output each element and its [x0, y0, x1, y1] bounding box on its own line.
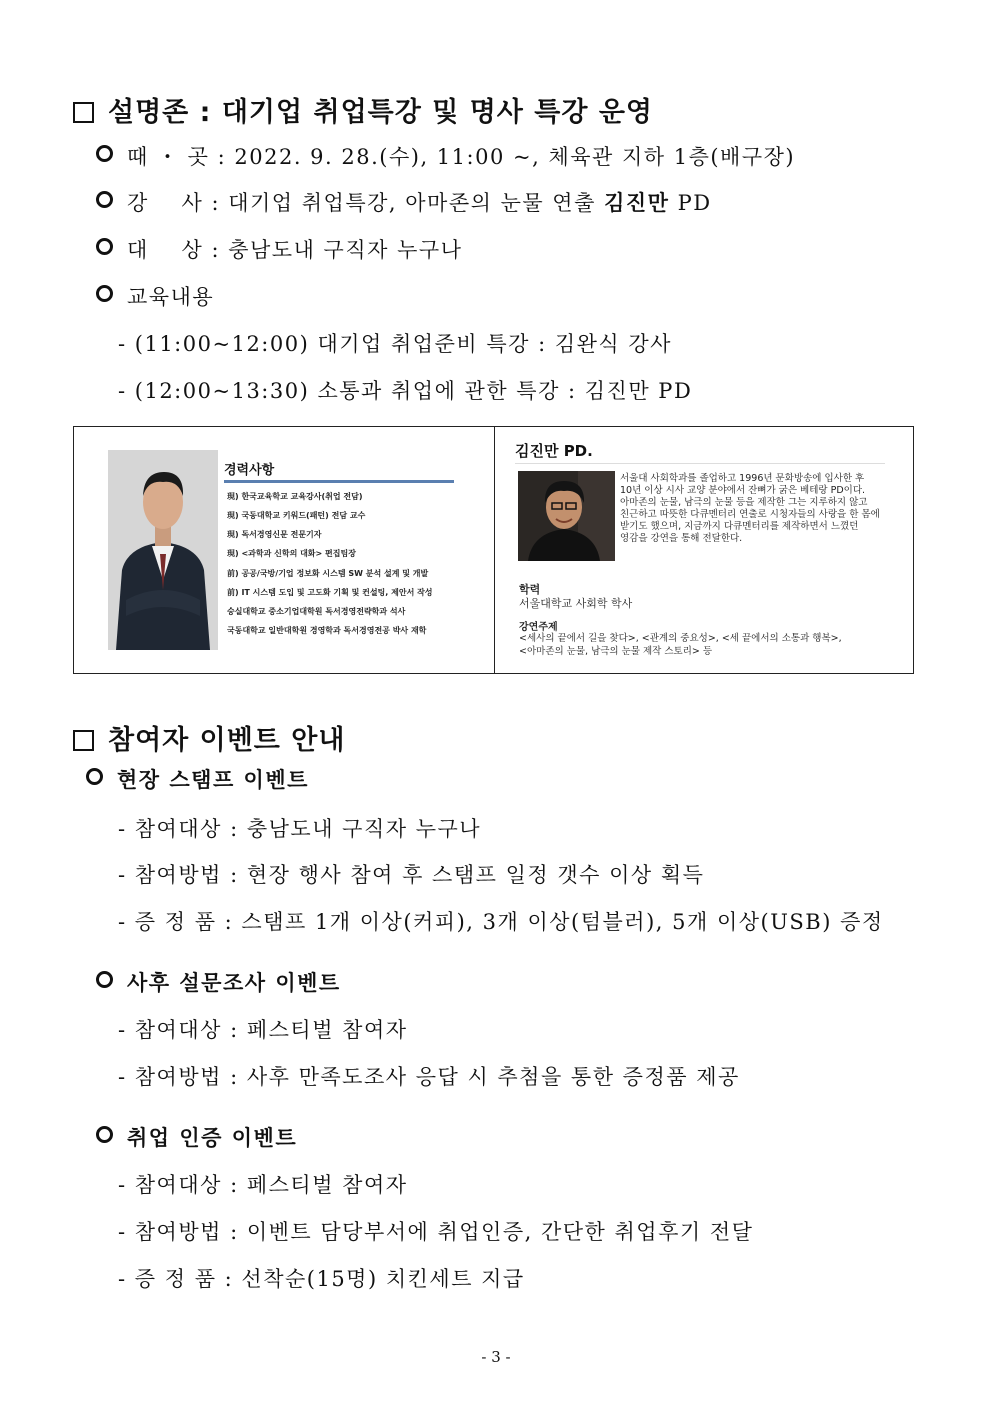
content-sub-item: - (12:00~13:30) 소통과 취업에 관한 특강 : 김진만 PD	[118, 379, 693, 403]
lecture-topic-item: <세사의 끝에서 길을 찾다>, <관계의 중요성>, <세 끝에서의 소통과 행복>,	[519, 633, 842, 644]
pd-photo	[518, 471, 615, 561]
lecture-topic-label: 강연주제	[519, 622, 558, 633]
info-row-lecturer: 강 사 : 대기업 취업특강, 아마존의 눈물 연출 김진만 PD	[96, 187, 712, 217]
info-row-time-place: 때 ・ 곳 : 2022. 9. 28.(수), 11:00 ~, 체육관 지하 1층(배구장)	[96, 141, 795, 171]
content-sub-item: - (11:00~12:00) 대기업 취업준비 특강 : 김완식 강사	[118, 332, 672, 356]
lecture-topic-item: <아마존의 눈물, 남극의 눈물 제작 스토리> 등	[519, 646, 713, 657]
career-item: 前) 공공/국방/기업 정보화 시스템 SW 분석 설계 및 개발	[227, 569, 429, 578]
career-item: 숭실대학교 중소기업대학원 독서경영전략학과 석사	[227, 607, 406, 616]
circle-bullet-icon	[96, 285, 113, 302]
circle-bullet-icon	[86, 768, 103, 785]
pd-profile	[495, 427, 913, 673]
career-title-underline	[224, 480, 454, 483]
circle-bullet-icon	[96, 191, 113, 208]
event-line: - 참여대상 : 페스티벌 참여자	[118, 1018, 408, 1042]
career-item: 국동대학교 일반대학원 경영학과 독서경영전공 박사 재학	[227, 626, 427, 635]
event-title-survey: 사후 설문조사 이벤트	[96, 967, 341, 997]
event-title-stamp: 현장 스탬프 이벤트	[86, 764, 309, 794]
circle-bullet-icon	[96, 971, 113, 988]
circle-bullet-icon	[96, 1126, 113, 1143]
lecturer-photo	[108, 450, 218, 650]
page-number: - 3 -	[481, 1348, 511, 1366]
career-item: 前) IT 시스템 도입 및 고도화 기획 및 컨설팅, 제안서 작성	[227, 588, 433, 597]
career-item: 現) <과학과 신학의 대화> 편집팀장	[227, 549, 356, 558]
career-item: 現) 한국교육학교 교육강사(취업 전담)	[227, 492, 363, 501]
section2-heading: 참여자 이벤트 안내	[73, 718, 345, 757]
checkbox-square-icon	[73, 102, 94, 123]
person-portrait-icon	[108, 450, 218, 650]
event-line: - 참여대상 : 충남도내 구직자 누구나	[118, 817, 482, 841]
circle-bullet-icon	[96, 145, 113, 162]
circle-bullet-icon	[96, 238, 113, 255]
pd-title-rule	[515, 463, 885, 464]
career-item: 現) 국동대학교 키워드(패턴) 전담 교수	[227, 511, 366, 520]
education-value: 서울대학교 사회학 학사	[519, 597, 633, 610]
event-line: - 참여방법 : 현장 행사 참여 후 스탬프 일정 갯수 이상 획득	[118, 863, 705, 887]
pd-description: 서울대 사회학과를 졸업하고 1996년 문화방송에 입사한 후 10년 이상 시사 교양 분야에서 잔뼈가 굵은 베테랑 PD이다. 아마존의 눈물, 남극의 눈물 등을 제작한 그는 지루하지 않고 친근하고 따뜻한 다큐멘터리 연출로 시청자들의 사랑을 한 몸에 받기도 했으며, 지금까지 다큐멘터리를 제작하면서 느꼈던 영감을 강연을 통해 전달한다.	[620, 473, 880, 544]
section1-heading: 설명존 : 대기업 취업특강 및 명사 특강 운영	[73, 90, 653, 129]
career-item: 現) 독서경영신문 전문기자	[227, 530, 322, 539]
career-title: 경력사항	[224, 463, 275, 478]
info-row-content: 교육내용	[96, 281, 214, 311]
event-line: - 참여방법 : 이벤트 담당부서에 취업인증, 간단한 취업후기 전달	[118, 1220, 754, 1244]
checkbox-square-icon	[73, 730, 94, 751]
event-line: - 참여대상 : 페스티벌 참여자	[118, 1173, 408, 1197]
event-line: - 참여방법 : 사후 만족도조사 응답 시 추첨을 통한 증정품 제공	[118, 1065, 740, 1089]
lecturer-profile-panel	[73, 426, 914, 674]
pd-name-title: 김진만 PD.	[515, 442, 593, 460]
education-label: 학력	[519, 583, 541, 596]
event-line: - 증 정 품 : 선착순(15명) 치킨세트 지급	[118, 1267, 525, 1291]
event-title-employment: 취업 인증 이벤트	[96, 1122, 297, 1152]
info-row-target: 대 상 : 충남도내 구직자 누구나	[96, 234, 462, 264]
event-line: - 증 정 품 : 스탬프 1개 이상(커피), 3개 이상(텀블러), 5개 이상(USB) 증정	[118, 910, 884, 934]
person-portrait-icon	[518, 471, 615, 561]
